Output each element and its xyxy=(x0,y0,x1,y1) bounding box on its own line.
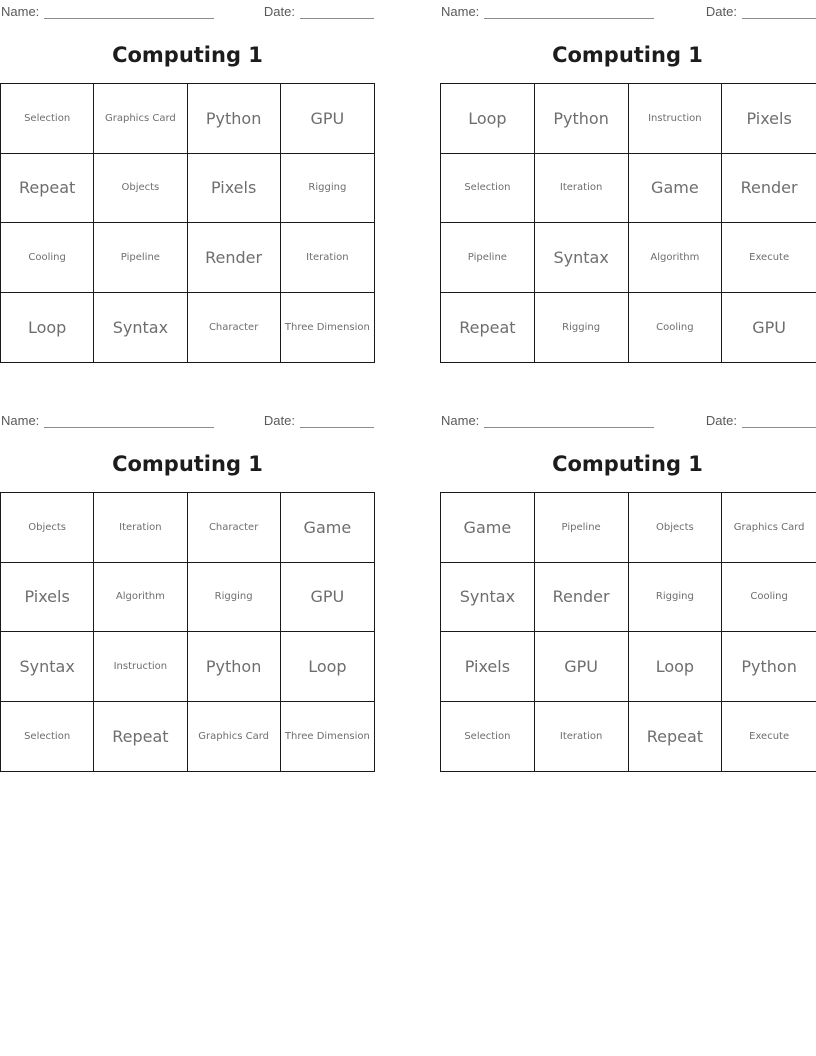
bingo-cell: Character xyxy=(188,293,281,363)
date-blank-line xyxy=(742,5,816,19)
bingo-cell: Rigging xyxy=(629,563,723,633)
bingo-cell: Execute xyxy=(722,223,816,293)
bingo-cell: Graphics Card xyxy=(188,702,281,772)
bingo-cell: Syntax xyxy=(441,563,535,633)
name-blank-line xyxy=(44,5,214,19)
name-date-row xyxy=(1,413,374,428)
bingo-cell: Selection xyxy=(441,702,535,772)
bingo-cell: Character xyxy=(188,493,281,563)
bingo-cell: Selection xyxy=(1,702,94,772)
bingo-cell: Python xyxy=(535,84,629,154)
bingo-cell: Selection xyxy=(1,84,94,154)
bingo-cell: GPU xyxy=(752,317,786,337)
bingo-cell: Objects xyxy=(629,493,723,563)
card-title: Computing 1 xyxy=(552,43,703,67)
date-blank-line xyxy=(300,414,374,428)
date-field xyxy=(264,413,374,428)
date-label: Date: xyxy=(263,413,295,428)
bingo-cell: Repeat xyxy=(94,702,187,772)
bingo-cell: Graphics Card xyxy=(722,493,816,563)
bingo-cell: Syntax xyxy=(535,223,629,293)
name-field xyxy=(441,4,654,19)
card-title: Computing 1 xyxy=(112,452,263,476)
bingo-cell: Python xyxy=(188,84,281,154)
bingo-cell: Selection xyxy=(441,154,535,224)
bingo-grid xyxy=(440,83,816,363)
name-field xyxy=(1,413,214,428)
date-label: Date: xyxy=(263,4,295,19)
bingo-cell: Pipeline xyxy=(94,223,187,293)
bingo-cell: Iteration xyxy=(94,493,187,563)
bingo-grid xyxy=(440,492,816,772)
name-label: Name: xyxy=(1,413,40,428)
bingo-cell: Python xyxy=(188,632,281,702)
name-field xyxy=(1,4,214,19)
card-title: Computing 1 xyxy=(112,43,263,67)
bingo-cell: Rigging xyxy=(188,563,281,633)
bingo-cell: Loop xyxy=(1,293,94,363)
bingo-cell: Game xyxy=(629,154,723,224)
bingo-cell: Three Dimension xyxy=(284,321,370,333)
bingo-cell: Pixels xyxy=(188,154,281,224)
bingo-cell: Repeat xyxy=(1,154,94,224)
bingo-cell: Game xyxy=(281,493,374,563)
bingo-cell: Syntax xyxy=(94,293,187,363)
bingo-cell: Render xyxy=(535,563,629,633)
bingo-cell: Pixels xyxy=(441,632,535,702)
bingo-cell: Game xyxy=(441,493,535,563)
name-blank-line xyxy=(484,414,654,428)
bingo-cell: Iteration xyxy=(535,702,629,772)
date-label: Date: xyxy=(705,4,737,19)
bingo-cell: Python xyxy=(722,632,816,702)
bingo-cell: Pixels xyxy=(722,84,816,154)
bingo-cell: Repeat xyxy=(441,293,535,363)
name-blank-line xyxy=(44,414,214,428)
bingo-cell: Render xyxy=(188,223,281,293)
bingo-cell: GPU xyxy=(535,632,629,702)
date-label: Date: xyxy=(705,413,737,428)
name-date-row xyxy=(441,413,816,428)
bingo-cell: Three Dimension xyxy=(284,730,370,742)
bingo-cell: Cooling xyxy=(1,223,94,293)
name-label: Name: xyxy=(441,4,480,19)
bingo-cell: Instruction xyxy=(629,84,723,154)
bingo-cell: Cooling xyxy=(629,293,723,363)
bingo-cell: Rigging xyxy=(281,154,374,224)
bingo-cell: Pixels xyxy=(1,563,94,633)
bingo-cell: Pipeline xyxy=(441,223,535,293)
name-date-row xyxy=(1,4,374,19)
bingo-cell: Algorithm xyxy=(629,223,723,293)
date-blank-line xyxy=(300,5,374,19)
bingo-cell: Iteration xyxy=(535,154,629,224)
bingo-grid xyxy=(0,492,375,772)
bingo-cell: GPU xyxy=(281,563,374,633)
date-blank-line xyxy=(742,414,816,428)
bingo-cell: Loop xyxy=(281,632,374,702)
bingo-cell: Graphics Card xyxy=(94,84,187,154)
name-date-row xyxy=(441,4,816,19)
bingo-cell: Render xyxy=(722,154,816,224)
bingo-cell: Instruction xyxy=(94,632,187,702)
name-blank-line xyxy=(484,5,654,19)
name-label: Name: xyxy=(1,4,40,19)
date-field xyxy=(706,4,816,19)
bingo-cell: Iteration xyxy=(281,223,374,293)
bingo-cell: Loop xyxy=(629,632,723,702)
card-title: Computing 1 xyxy=(552,452,703,476)
bingo-cell: Algorithm xyxy=(94,563,187,633)
bingo-cell: Cooling xyxy=(722,563,816,633)
bingo-cell: GPU xyxy=(281,84,374,154)
bingo-cell: Syntax xyxy=(1,632,94,702)
bingo-cell: Pipeline xyxy=(535,493,629,563)
bingo-cell: Execute xyxy=(749,730,790,742)
bingo-grid xyxy=(0,83,375,363)
date-field xyxy=(706,413,816,428)
bingo-cell: Loop xyxy=(441,84,535,154)
bingo-cell: Objects xyxy=(1,493,94,563)
bingo-cell: Repeat xyxy=(629,702,723,772)
bingo-cell: Objects xyxy=(94,154,187,224)
date-field xyxy=(264,4,374,19)
bingo-cell: Rigging xyxy=(535,293,629,363)
name-label: Name: xyxy=(441,413,480,428)
name-field xyxy=(441,413,654,428)
